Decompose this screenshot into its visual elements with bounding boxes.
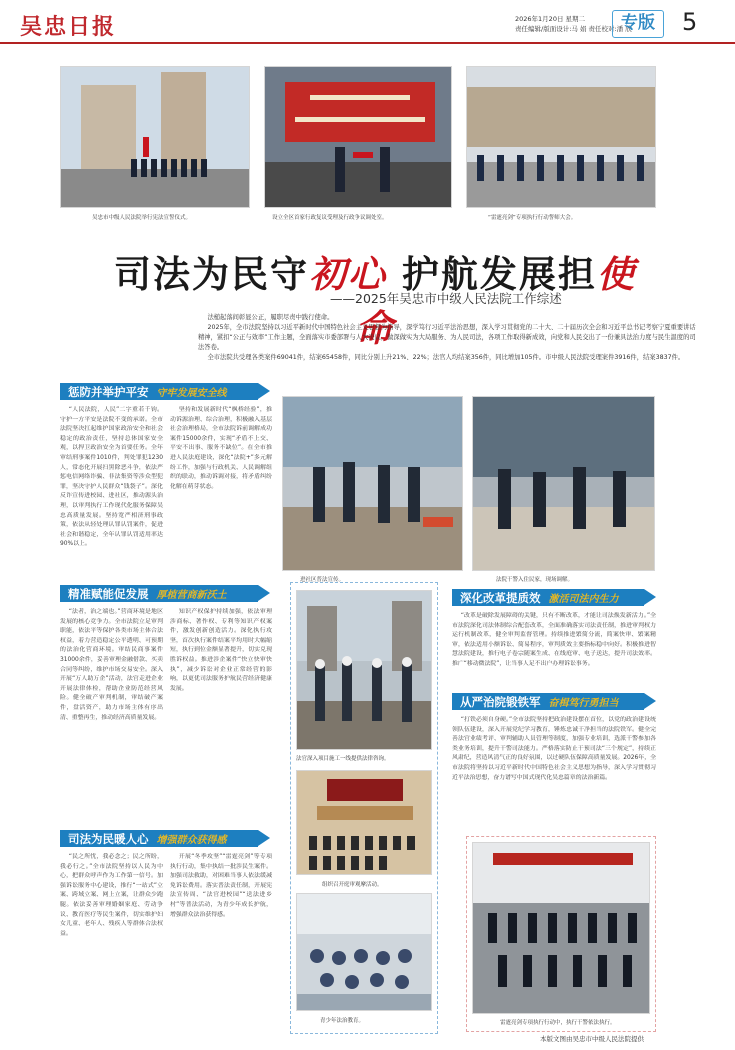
article-text: “改革是破除发展障碍的关键，只有不断改革，才能让司法焕发新活力。”全市法院深化司法体制综合配套改革，全面准确落实司法责任制，推进审判权力运行机制改革，健全审判监督管理。持续推进繁简分流，简案快审、繁案精审，依法适用小额诉讼、简易程序，审判质效主要指标稳中向好。积极推进智慧法院建设，推行电子卷宗随案生成、在线庭审、电子送达，提升司法效率。推广“移动微法院”，让当事人足不出户办理诉讼事务。 (452, 613, 656, 667)
section-header-people (60, 830, 258, 847)
caption-photo8: 青少年法治教育。 (320, 1018, 365, 1024)
article-text: “法者，治之端也。”营商环境是地区发展的核心竞争力。全市法院立足审判职能，依法平等保护各类市场主体合法权益，着力营造稳定公平透明、可预期的法治化营商环境。审结民商事案件31000余件，妥善审理金融借款、买卖合同等纠纷，维护市场交易安全。深入开展“万人助万企”活动，法官走进企业开展法律体检，帮助企业防范经营风险。健全破产审判机制，审结破产案件，盘活资产，助力市场主体有序出清、重整再生，推动经济高质量发展。 (60, 609, 163, 721)
caption-photo5: 法院干警入住民家，现场调解。 (496, 577, 574, 583)
section-arrow (258, 383, 270, 399)
section-header-discipline (452, 693, 644, 710)
photo-home-mediation (472, 396, 655, 571)
caption-photo9: 雷霆亮剑专项执行行动中，执行干警依法执行。 (500, 1020, 616, 1026)
article-text: 知识产权保护持续加强，依法审理涉商标、著作权、专利等知识产权案件，激发创新创造活力。深化执行攻坚，首次执行案件结案平均用时大幅缩短，执行到位金额显著提升，切实兑现胜诉权益。推进涉企案件“快立快审快执”，减少诉讼对企业正常经营的影响，以更优司法服务护航民营经济健康发展。 (170, 609, 272, 692)
caption-photo6: 法官深入项目施工一线提供法律咨询。 (296, 756, 390, 762)
newspaper-logo: 吴忠日报 (20, 14, 117, 40)
caption-photo1: 吴忠市中级人民法院举行宪法宣誓仪式。 (92, 215, 192, 221)
caption-photo2: 设立全区首家行政复议受理及行政争议调处室。 (272, 215, 388, 221)
article-text: 开展“冬季攻坚”“雷霆亮剑”等专项执行行动，集中执结一批涉民生案件。加强司法救助，对困难当事人依法缓减免诉讼费用。落实普法责任制，开展宪法宣传周、“法官进校园”“送法进乡村”等普法活动，为青少年成长护航，增强群众法治获得感。 (170, 854, 272, 918)
intro-paragraphs (198, 313, 698, 363)
article-text: 坚持和发展新时代“枫桥经验”，推动诉源治理、综合治理，积极融入基层社会治理格局，全市法院诉前调解成功案件15000余件，实现“矛盾不上交、平安不出事、服务不缺位”。在全市推进人民法庭建设，深化“法院+”多元解纷工作，加强与行政机关、人民调解组织的联动，推动诉调对接，将矛盾纠纷化解在萌芽状态。 (170, 407, 272, 490)
section-subtitle: 奋楫笃行勇担当 (548, 698, 619, 709)
article-text: “打铁必须自身硬。”全市法院坚持把政治建设摆在首位，以党的政治建设统领队伍建设，深入开展党纪学习教育，锤炼忠诚干净担当的法院铁军。健全完善法官业绩考评、审判辅助人员管理等制度，加强专业培训，选派干警参加各类业务培训，提升干警司法能力。严格落实防止干预司法“三个规定”，持续正风肃纪，营造风清气正的良好氛围，以过硬队伍保障高质量发展。2026年，全市法院将坚持以习近平新时代中国特色社会主义思想为指导，深入学习贯彻习近平法治思想，奋力谱写中国式现代化吴忠篇章的法治新篇。 (452, 717, 656, 781)
section-arrow (644, 589, 656, 605)
editor-credits: 责任编辑/版面设计:马 娟 责任校对:潘 欣 (515, 25, 632, 33)
article-column (60, 608, 163, 813)
photo-project-site-consultation (296, 590, 432, 750)
photo-oath-ceremony (60, 66, 250, 208)
caption-photo4: 进社区普法宣传。 (300, 577, 345, 583)
caption-photo7: 组织召开庭审观摩活动。 (322, 882, 383, 888)
photo-enforcement-rally (466, 66, 656, 208)
intro-paragraph: 全市法院共受理各类案件69041件，结案65458件，同比分别上升21%、22%；法官人均结案356件，同比增加105件。市中级人民法院受理案件3916件，结案3837件。 (207, 354, 685, 361)
article-column (60, 853, 163, 1043)
section-title: 司法为民暖人心 (68, 831, 149, 846)
page-number: 5 (682, 8, 698, 36)
section-subtitle: 激活司法内生力 (548, 594, 619, 605)
article-column (452, 612, 656, 680)
photo-community-outreach (282, 396, 463, 571)
headline-part1: 司法为民守 (114, 253, 310, 296)
section-arrow (258, 830, 270, 846)
section-arrow (644, 693, 656, 709)
intro-paragraph: 2025年，全市法院坚持以习近平新时代中国特色社会主义思想为指导，深学笃行习近平法治思想，深入学习贯彻党的二十大、二十届历次全会和习近平总书记考察宁夏重要讲话精神，紧扣“公正与效率”工作主题，全面落实市委部署与人大决议，做深做实为大局服务、为人民司法，各项工作取得新成效，向党和人民交出了一份兼具法治力度与民生温度的司法答卷。 (198, 324, 696, 351)
section-header-safety (60, 383, 258, 400)
section-title: 惩防并举护平安 (68, 384, 149, 399)
article-text: “人民法院，人民”二字重若千钧。守护一方平安是法院不变的承诺。全市法院坚决扛起维护国家政治安全和社会稳定的政治责任，坚持总体国家安全观，以捍卫政治安全为首要任务。全年审结刑事案件1010件，判处罪犯1230人，常态化开展扫黑除恶斗争，依法严惩电信网络诈骗、非法集资等涉众型犯罪，坚决守护人民群众“钱袋子”。深化反诈宣传进校园、进社区，推动源头治理，以审判执行工作现代化服务保障吴忠高质量发展。坚持宽严相济刑事政策，依法从轻处理认罪认罚案件，促进社会和谐稳定，全年认罪认罚适用率达90%以上。 (60, 407, 163, 548)
special-edition-badge: 专版 (612, 10, 664, 38)
article-column (170, 608, 272, 813)
photo-credit-note: 本版文图由吴忠市中级人民法院提供 (540, 1035, 644, 1043)
article-text: “民之所忧，我必念之；民之所盼，我必行之。”全市法院坚持以人民为中心，把群众呼声作为工作第一信号。加强诉讼服务中心建设，推行“一站式”立案、跨域立案、网上立案，让群众少跑腿。依法妥善审理婚姻家庭、劳动争议、教育医疗等民生案件，切实维护妇女儿童、老年人、残疾人等群体合法权益。 (60, 854, 163, 937)
headline-highlight2: 使命 (355, 252, 636, 350)
headline-subtitle: ——2025年吴忠市中级人民法院工作综述 (330, 291, 562, 306)
section-title: 精准赋能促发展 (68, 586, 149, 601)
article-column (170, 853, 272, 1043)
section-subtitle: 厚植营商新沃土 (156, 590, 227, 601)
section-arrow (258, 585, 270, 601)
section-subtitle: 守牢发展安全线 (156, 388, 227, 399)
headline-part3: 护航发展担 (387, 253, 597, 296)
photo-police-training (472, 842, 650, 1014)
article-column (170, 406, 272, 574)
section-header-business (60, 585, 258, 602)
intro-paragraph: 法槌起落间彰显公正，履职尽责中践行使命。 (207, 314, 334, 321)
headline-highlight1: 初心 (309, 252, 388, 296)
photo-youth-legal-education (296, 893, 432, 1011)
section-title: 从严治院锻铁军 (460, 694, 541, 709)
caption-photo3: “雷霆亮剑”专项执行行动誓师大会。 (488, 215, 577, 221)
article-column (452, 716, 656, 828)
article-column (60, 406, 163, 574)
section-header-reform (452, 589, 644, 606)
issue-date: 2026年1月20日 星期二 (515, 15, 586, 23)
photo-administrative-review-room (264, 66, 452, 208)
section-title: 深化改革提质效 (460, 590, 541, 605)
masthead (0, 0, 735, 44)
photo-trial-observation (296, 770, 432, 875)
section-subtitle: 增强群众获得感 (156, 835, 227, 846)
